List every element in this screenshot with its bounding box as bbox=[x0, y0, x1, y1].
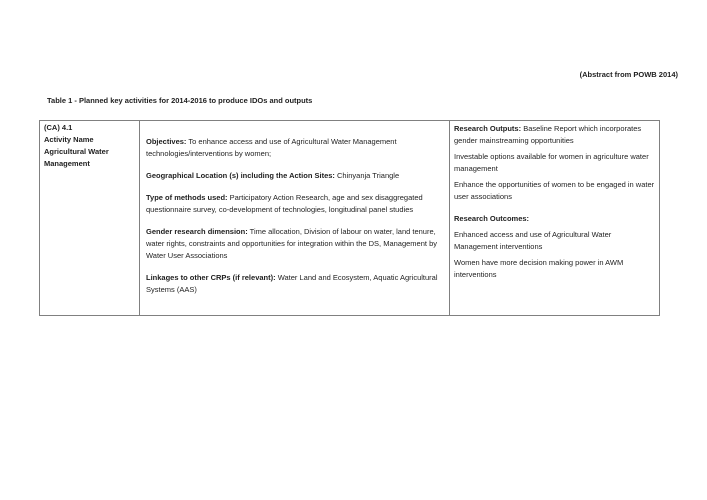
detail-geographical-location-text: Chinyanja Triangle bbox=[337, 171, 400, 180]
activity-code: (CA) 4.1 bbox=[44, 123, 73, 132]
research-output-item: Enhance the opportunities of women to be engaged in water user associations bbox=[454, 180, 655, 201]
detail-objectives bbox=[146, 136, 445, 160]
research-outputs-lead-text: Baseline Report which incorporates gender mainstreaming opportunities bbox=[454, 124, 642, 145]
detail-methods bbox=[146, 192, 445, 216]
abstract-source-note: (Abstract from POWB 2014) bbox=[579, 70, 678, 79]
detail-methods-label: Type of methods used: bbox=[146, 193, 228, 202]
detail-geographical-location bbox=[146, 170, 445, 182]
research-outputs-label: Research Outputs: bbox=[454, 124, 522, 133]
detail-crp-linkages-text: Water Land and Ecosystem, Aquatic Agricultural Systems (AAS) bbox=[146, 273, 438, 294]
research-outcome-item: Enhanced access and use of Agricultural Water Management interventions bbox=[454, 230, 612, 251]
research-cell bbox=[450, 121, 660, 316]
detail-crp-linkages-label: Linkages to other CRPs (if relevant): bbox=[146, 273, 276, 282]
detail-geographical-location-label: Geographical Location (s) including the Action Sites: bbox=[146, 171, 335, 180]
detail-crp-linkages bbox=[146, 272, 445, 296]
research-outcomes-label: Research Outcomes: bbox=[454, 214, 530, 223]
activity-name-cell bbox=[40, 121, 140, 316]
activity-name-value: Agricultural Water Management bbox=[44, 147, 109, 168]
research-output-item: Investable options available for women in agriculture water management bbox=[454, 152, 649, 173]
detail-gender-dimension bbox=[146, 226, 445, 262]
planned-activities-table bbox=[39, 120, 660, 316]
activity-details-cell bbox=[140, 121, 450, 316]
activity-row bbox=[40, 121, 660, 316]
detail-gender-dimension-label: Gender research dimension: bbox=[146, 227, 248, 236]
detail-objectives-text: To enhance access and use of Agricultural Water Management technologies/interventions by women; bbox=[146, 137, 397, 158]
activity-name-label: Activity Name bbox=[44, 135, 94, 144]
detail-methods-text: Participatory Action Research, age and sex disaggregated questionnaire survey, co-development of technologies, longitudinal panel studies bbox=[146, 193, 423, 214]
research-outputs-lead bbox=[454, 123, 655, 147]
detail-objectives-label: Objectives: bbox=[146, 137, 187, 146]
detail-gender-dimension-text: Time allocation, Division of labour on water, land tenure, water rights, constraints and opportunities for integration within the DS, Management by Water User Associations bbox=[146, 227, 437, 260]
table-title: Table 1 - Planned key activities for 2014-2016 to produce IDOs and outputs bbox=[47, 96, 313, 105]
research-outcome-item: Women have more decision making power in AWM interventions bbox=[454, 258, 624, 279]
